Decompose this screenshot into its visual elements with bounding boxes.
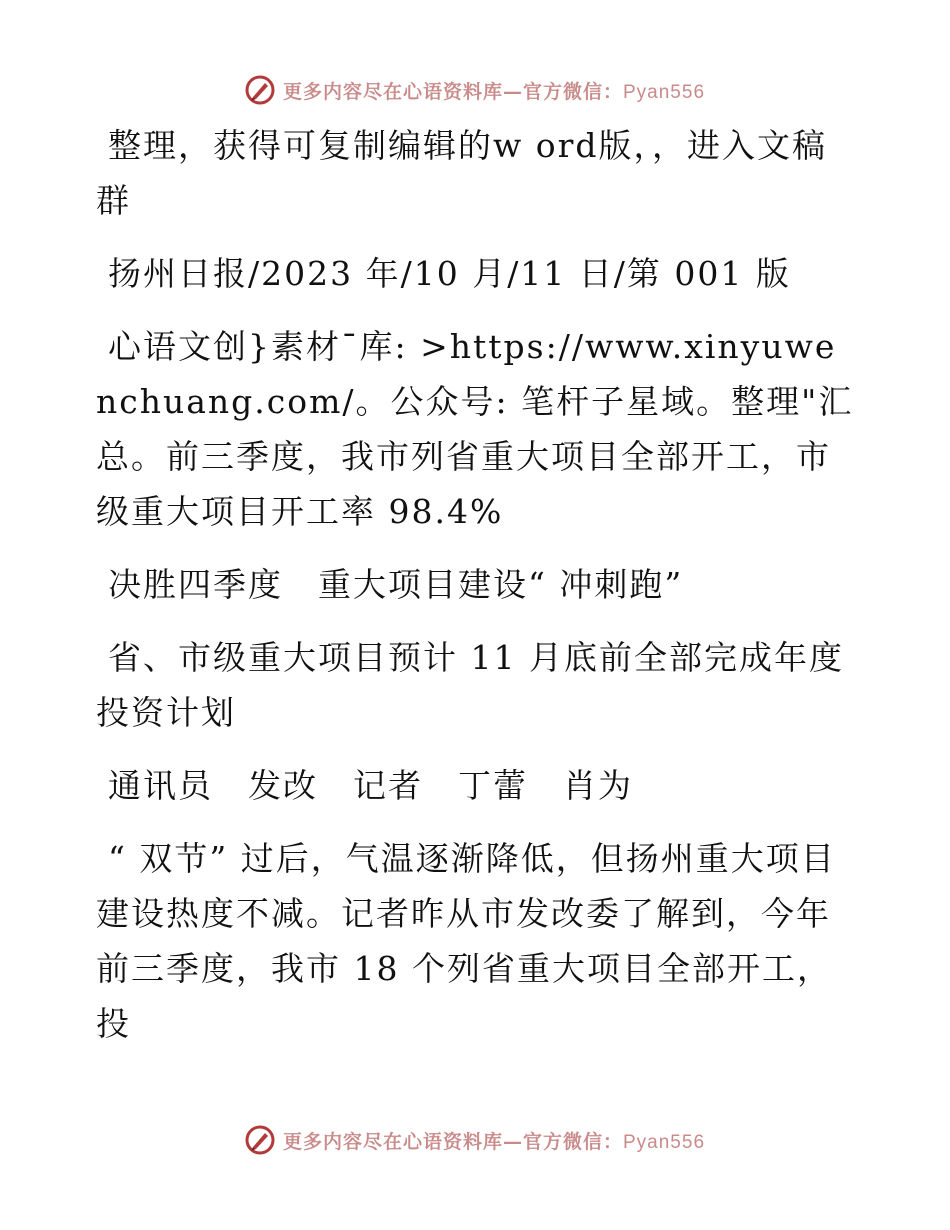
paragraph-intro: 整理，获得可复制编辑的w ord版，，进入文稿群 (96, 126, 828, 220)
paragraph-note: 心语文创}素材¯库: >https://www.xinyuwenchuang.com/。公众号: 笔杆子星域。整理"汇总。前三季度，我市列省重大项目全部开工，市级重大项目开工率 98.4% (96, 327, 854, 531)
footer-watermark (0, 1120, 950, 1160)
quill-pen-logo-icon (245, 1125, 275, 1155)
document-body (96, 118, 856, 1069)
watermark-text: 更多内容尽在心语资料库—官方微信： (282, 1130, 623, 1153)
article-headline: 决胜四季度 重大项目建设“ 冲刺跑” (108, 565, 684, 604)
watermark-wechat-id: Pyan556 (623, 81, 706, 103)
article-subheadline: 省、市级重大项目预计 11 月底前全部完成年度投资计划 (96, 638, 844, 732)
paragraph-source: 扬州日报/2023 年/10 月/11 日/第 001 版 (108, 254, 791, 293)
header-watermark (0, 70, 950, 110)
watermark-text: 更多内容尽在心语资料库—官方微信： (282, 80, 623, 103)
article-byline: 通讯员 发改 记者 丁蕾 肖为 (108, 766, 633, 805)
watermark-wechat-id: Pyan556 (623, 1131, 706, 1153)
quill-pen-logo-icon (245, 75, 275, 105)
article-body: “ 双节” 过后，气温逐渐降低，但扬州重大项目建设热度不减。记者昨从市发改委了解到，今年前三季度，我市 18 个列省重大项目全部开工，投 (96, 839, 836, 1043)
